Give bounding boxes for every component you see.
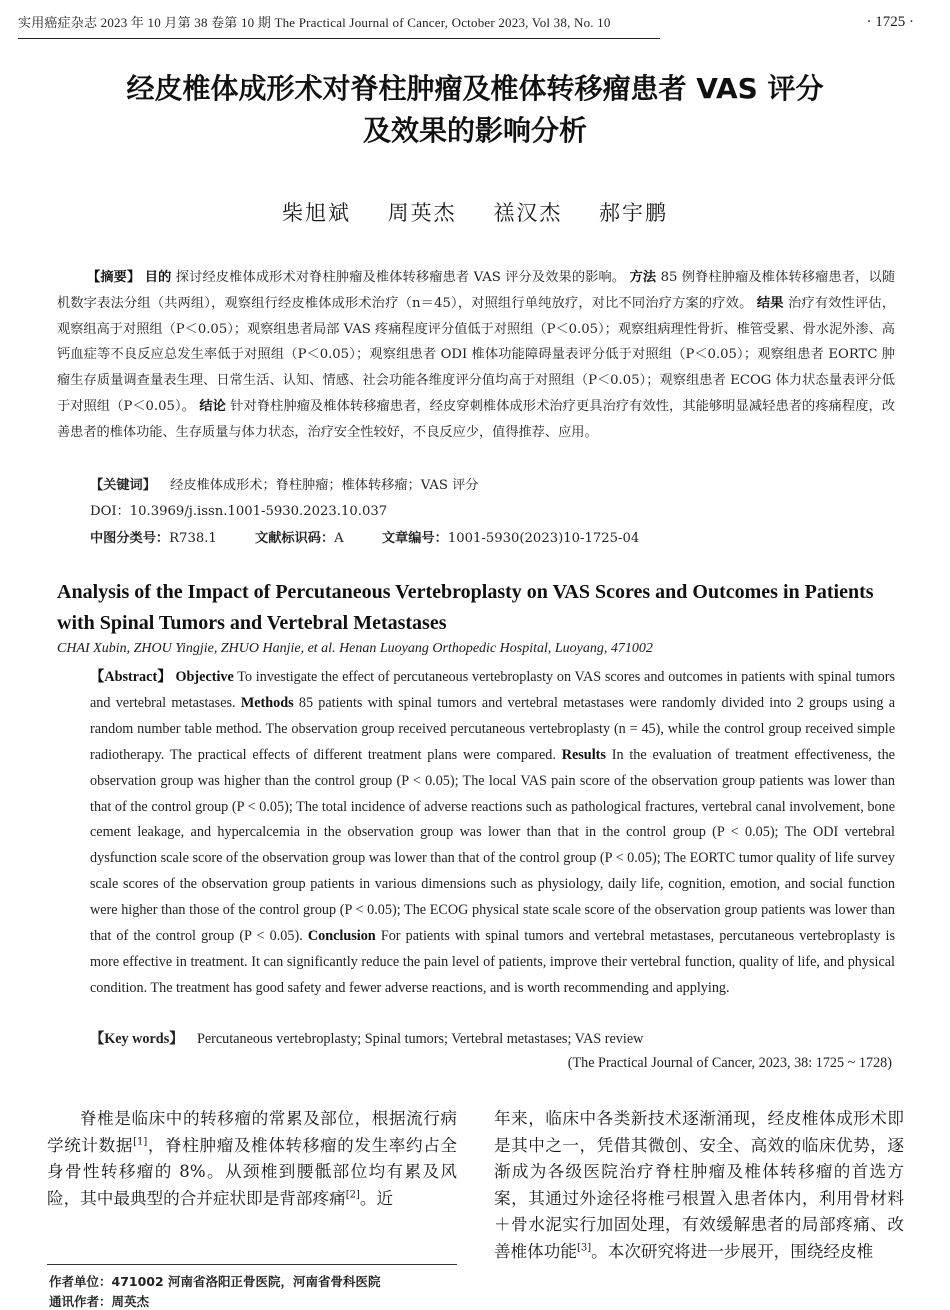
objective-text: 探讨经皮椎体成形术对脊柱肿瘤及椎体转移瘤患者 VAS 评分及效果的影响。 bbox=[175, 270, 626, 285]
journal-header: 实用癌症杂志 2023 年 10 月第 38 卷第 10 期 The Practical Journal of Cancer, October 2023, Vol 38, No. 10 bbox=[18, 15, 611, 30]
chinese-abstract bbox=[57, 265, 895, 446]
article-title bbox=[40, 68, 910, 152]
title-line-1: 经皮椎体成形术对脊柱肿瘤及椎体转移瘤患者 VAS 评分 bbox=[126, 72, 824, 105]
reference-2[interactable]: [2] bbox=[345, 1188, 360, 1200]
methods-label: 方法 bbox=[629, 270, 657, 285]
en-keywords-label: 【Key words】 bbox=[90, 1031, 184, 1047]
body-text: 脊椎是临床中的转移瘤的常累及部位，根据流行病学统计数据 bbox=[47, 1109, 457, 1155]
clc-label: 中图分类号： bbox=[90, 531, 170, 546]
author: 柴旭斌 bbox=[281, 201, 351, 225]
footnote-rule bbox=[47, 1264, 457, 1265]
author-list bbox=[0, 197, 950, 227]
article-no-value: 1001-5930(2023)10-1725-04 bbox=[447, 531, 640, 546]
en-abstract-label: 【Abstract】 bbox=[90, 669, 172, 685]
english-authors: CHAI Xubin, ZHOU Yingjie, ZHUO Hanjie, et al. Henan Luoyang Orthopedic Hospital, Luoyang, 471002 bbox=[57, 641, 653, 656]
author: 周英杰 bbox=[387, 201, 457, 225]
keywords-label: 【关键词】 bbox=[90, 478, 156, 493]
body-column-right bbox=[494, 1106, 904, 1265]
en-keywords bbox=[90, 1028, 643, 1048]
results-text: 治疗有效性评估，观察组高于对照组（P＜0.05）；观察组患者局部 VAS 疼痛程度评分值低于对照组（P＜0.05）；观察组病理性骨折、椎管受累、骨水泥外渗、高钙血症等不良反应总发生率低于对照组（P＜0.05）；观察组患者 ODI 椎体功能障碍量表评分低于对照组（P＜0.05）；观察组患者 EORTC 肿瘤生存质量调查量表生理、日常生活、认知、情感、社会功能各维度评分值均高于对照组（P＜0.05）；观察组患者 ECOG 体力状态量表评分低于对照组（P＜0.05）。 bbox=[57, 295, 896, 414]
clc-value: R738.1 bbox=[169, 531, 217, 546]
reference-3[interactable]: [3] bbox=[576, 1241, 592, 1253]
doc-code-value: A bbox=[334, 531, 344, 546]
author: 禚汉杰 bbox=[493, 201, 563, 225]
methods-text: 85 例脊柱肿瘤及椎体转移瘤患者，以随机数字表法分组（共两组），观察组行经皮椎体成形术治疗（n＝45），对照组行单纯放疗，对比不同治疗方案的疗效。 bbox=[57, 270, 896, 311]
results-label: 结果 bbox=[756, 295, 784, 311]
en-conclusion-text: For patients with spinal tumors and vertebral metastases, percutaneous vertebroplasty is more effective in treatment. It can significantly reduce the pain level of patients, improve their vertebral function, quality of life, and physical condition. The treatment has good safety and fewer adverse reactions, and is worth recommending and applying. bbox=[90, 928, 895, 996]
body-text: 。近 bbox=[359, 1188, 394, 1208]
doi: DOI：10.3969/j.issn.1001-5930.2023.10.037 bbox=[90, 504, 388, 519]
abstract-label: 【摘要】 bbox=[87, 270, 141, 285]
reference-1[interactable]: [1] bbox=[133, 1135, 148, 1147]
cn-keywords bbox=[90, 474, 478, 493]
classification-line bbox=[90, 527, 639, 546]
body-text: 年来，临床中各类新技术逐渐涌现，经皮椎体成形术即是其中之一，凭借其微创、安全、高效的临床优势，逐渐成为各级医院治疗脊柱肿瘤及椎体转移瘤的首选方案，其通过外途径将椎弓根置入患者体内，利用骨材料＋骨水泥实行加固处理，有效缓解患者的局部疼痛、改善椎体功能 bbox=[494, 1109, 904, 1261]
header-rule bbox=[18, 38, 660, 39]
body-text: ，脊柱肿瘤及椎体转移瘤的发生率约占全身骨性转移瘤的 8%。从颈椎到腰骶部位均有累及风险，其中最典型的合并症状即是背部疼痛 bbox=[47, 1135, 458, 1208]
en-keywords-text: Percutaneous vertebroplasty; Spinal tumors; Vertebral metastases; VAS review bbox=[196, 1031, 644, 1047]
en-results-text: In the evaluation of treatment effectiveness, the observation group was higher than the control group (P < 0.05); The local VAS pain score of the observation group patients was lower than that of the control group (P < 0.05); The total incidence of adverse reactions such as pathological fractures, vertebral canal involvement, bone cement leakage, and hypercalcemia in the observation group was lower than that in the control group (P < 0.05); The ODI vertebral dysfunction scale score of the observation group was lower than that of the control group (P < 0.05); The EORTC tumor quality of life survey scale scores of the observation group patients in various dimensions such as physiology, daily life, cognition, emotion, and social function were higher than those of the control group (P < 0.05); The ECOG physical state scale score of the observation group patients was lower than that of the control group (P < 0.05). bbox=[90, 746, 895, 945]
corresponding-author-footnote: 通讯作者：周英杰 bbox=[49, 1294, 150, 1309]
en-objective-text: To investigate the effect of percutaneous vertebroplasty on VAS scores and outcomes in patients with spinal tumors and vertebral metastases. bbox=[90, 669, 896, 711]
keywords-text: 经皮椎体成形术；脊柱肿瘤；椎体转移瘤；VAS 评分 bbox=[170, 478, 479, 493]
en-methods-text: 85 patients with spinal tumors and vertebral metastases were randomly divided into 2 groups using a random number table method. The observation group received percutaneous vertebroplasty (n = 45), while the control group received simple radiotherapy. The practical effects of different treatment plans were compared. bbox=[90, 694, 896, 763]
article-no-label: 文章编号： bbox=[381, 531, 448, 546]
en-objective-label: Objective bbox=[175, 669, 234, 685]
citation: (The Practical Journal of Cancer, 2023, 38: 1725 ~ 1728) bbox=[567, 1055, 892, 1071]
en-conclusion-label: Conclusion bbox=[307, 928, 376, 945]
doc-code-label: 文献标识码： bbox=[255, 531, 335, 546]
conclusion-text: 针对脊柱肿瘤及椎体转移瘤患者，经皮穿刺椎体成形术治疗更具治疗有效性，其能够明显减轻患者的疼痛程度，改善患者的椎体功能、生存质量与体力状态，治疗安全性较好，不良反应少，值得推荐、应用。 bbox=[57, 398, 896, 440]
author: 郝宇鹏 bbox=[599, 201, 669, 225]
objective-label: 目的 bbox=[144, 270, 172, 285]
english-title: Analysis of the Impact of Percutaneous Vertebroplasty on VAS Scores and Outcomes in Patients with Spinal Tumors and Vertebral Metastases bbox=[57, 581, 874, 634]
conclusion-label: 结论 bbox=[199, 398, 226, 414]
title-line-2: 及效果的影响分析 bbox=[362, 114, 587, 147]
en-methods-label: Methods bbox=[240, 694, 294, 711]
en-results-label: Results bbox=[561, 746, 606, 763]
body-column-left bbox=[47, 1106, 457, 1212]
page-number: · 1725 · bbox=[866, 14, 914, 30]
body-text: 。本次研究将进一步展开，围绕经皮椎 bbox=[591, 1241, 874, 1261]
affiliation-footnote: 作者单位：471002 河南省洛阳正骨医院，河南省骨科医院 bbox=[49, 1274, 381, 1289]
english-abstract bbox=[57, 665, 895, 1002]
